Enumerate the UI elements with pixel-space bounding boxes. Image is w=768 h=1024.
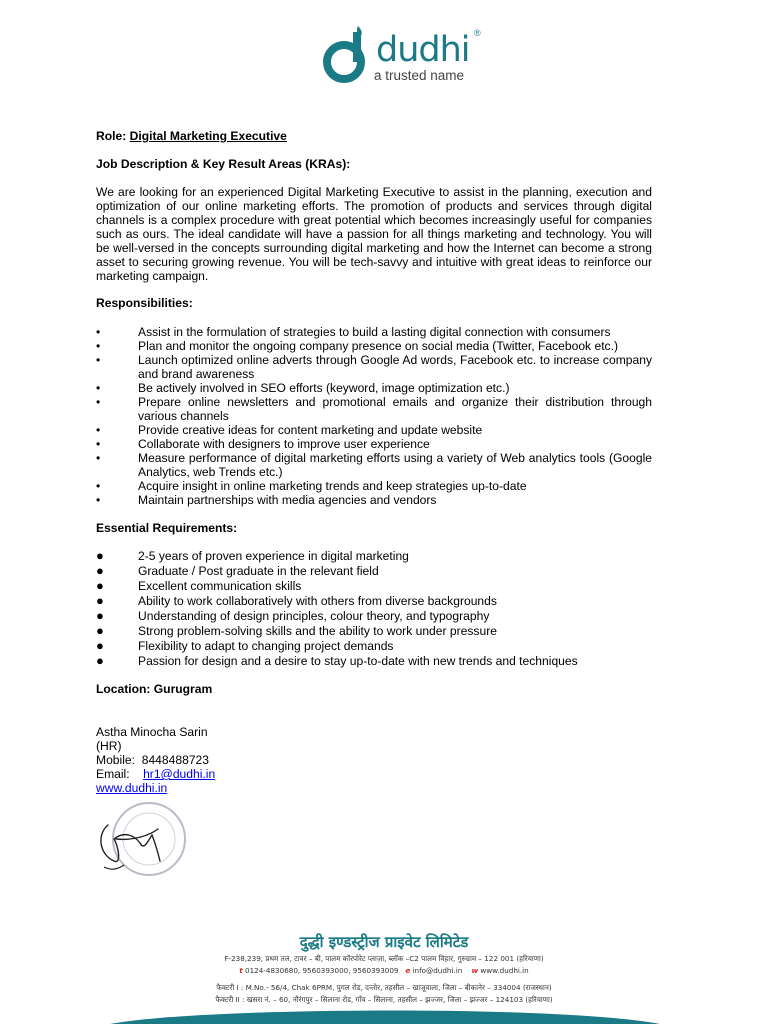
bullet: • <box>96 325 101 339</box>
bullet: ● <box>96 608 104 623</box>
list-item-text: Collaborate with designers to improve user experience <box>138 437 430 451</box>
list-item-text: Passion for design and a desire to stay up-to-date with new trends and techniques <box>138 654 578 668</box>
list-item <box>96 381 652 395</box>
signature-stamp-icon <box>94 795 188 881</box>
bullet: • <box>96 493 101 507</box>
role-title: Digital Marketing Executive <box>129 129 287 143</box>
list-item <box>96 353 652 381</box>
contact-website <box>96 781 215 795</box>
list-item <box>96 423 652 437</box>
email-mark: e <box>405 966 411 975</box>
bullet: ● <box>96 653 104 668</box>
bullet: • <box>96 479 101 493</box>
footer-web: www.dudhi.in <box>480 966 529 975</box>
bullet: ● <box>96 548 104 563</box>
list-item-text: 2-5 years of proven experience in digital marketing <box>138 549 409 563</box>
email-label: Email: <box>96 767 130 781</box>
mobile-number: 8448488723 <box>141 753 209 767</box>
bullet: ● <box>96 578 104 593</box>
bullet: • <box>96 381 101 395</box>
bullet: ● <box>96 638 104 653</box>
intro-paragraph: We are looking for an experienced Digital Marketing Executive to assist in the planning, execution and optimization of our online marketing efforts. The promotion of products and services through digital channels is a complex procedure with great potential which becomes increasingly useful for companies such as ours. The ideal candidate will have a passion for all things marketing and technology. You will be well-versed in the concepts surrounding digital marketing and how the Internet can become a strong asset to securing growing revenue. You will be tech-savvy and intuitive with great ideas to reinforce our marketing campaign. <box>96 185 652 283</box>
footer-phones: 0124-4830680, 9560393000, 9560393009 <box>245 966 399 975</box>
list-item-text: Measure performance of digital marketing efforts using a variety of Web analytics tools (Google Analytics, web Trends etc.) <box>138 451 652 479</box>
location-heading: Location: Gurugram <box>96 682 213 696</box>
list-item <box>96 325 652 339</box>
phone-mark: t <box>239 966 243 975</box>
footer-wave-decoration <box>0 1005 768 1024</box>
footer-factory-1: फैक्टरी I : M.No.- 56/4, Chak 6PRM, पुगल रोड, दन्तोर, तहसील – खाजूवाला, जिला – बीकानेर – 334004 (राजस्थान) <box>216 983 552 992</box>
list-item-text: Prepare online newsletters and promotional emails and organize their distribution through various channels <box>138 395 652 423</box>
bullet: • <box>96 395 101 409</box>
dudhi-logo-mark-icon <box>322 24 370 84</box>
contact-email <box>96 767 215 781</box>
registered-mark: ® <box>474 28 481 38</box>
contact-mobile <box>96 753 215 767</box>
requirements-heading: Essential Requirements: <box>96 521 238 535</box>
company-logo <box>322 18 492 88</box>
footer-contact-line <box>0 966 768 975</box>
list-item <box>96 639 652 653</box>
job-description-heading: Job Description & Key Result Areas (KRAs): <box>96 157 351 171</box>
list-item <box>96 624 652 638</box>
list-item <box>96 564 652 578</box>
list-item-text: Provide creative ideas for content marketing and update website <box>138 423 483 437</box>
responsibilities-heading: Responsibilities: <box>96 296 193 310</box>
bullet: • <box>96 451 101 465</box>
list-item <box>96 549 652 563</box>
web-mark: w <box>471 966 479 975</box>
list-item-text: Strong problem-solving skills and the ability to work under pressure <box>138 624 497 638</box>
list-item-text: Acquire insight in online marketing trends and keep strategies up-to-date <box>138 479 527 493</box>
list-item-text: Excellent communication skills <box>138 579 302 593</box>
footer-address: F-238,239, प्रथम तल, टावर – बी, पालम कॉरपोरेट प्लाज़ा, ब्लॉक –C2 पालम विहार, गुरुग्राम – 122 001 (हरियाणा) <box>224 954 544 963</box>
list-item-text: Ability to work collaboratively with others from diverse backgrounds <box>138 594 497 608</box>
footer-company-name: दुद्धी इण्डस्ट्रीज प्राइवेट लिमिटेड <box>299 933 469 951</box>
contact-department: (HR) <box>96 739 122 753</box>
list-item-text: Maintain partnerships with media agencies and vendors <box>138 493 437 507</box>
list-item <box>96 609 652 623</box>
bullet: • <box>96 339 101 353</box>
bullet: • <box>96 353 101 367</box>
bullet: ● <box>96 593 104 608</box>
requirements-list <box>96 549 652 669</box>
list-item <box>96 654 652 668</box>
list-item-text: Flexibility to adapt to changing project demands <box>138 639 394 653</box>
footer-email: info@dudhi.in <box>412 966 463 975</box>
mobile-label: Mobile: <box>96 753 135 767</box>
list-item <box>96 579 652 593</box>
list-item <box>96 339 652 353</box>
bullet: ● <box>96 623 104 638</box>
contact-name: Astha Minocha Sarin <box>96 725 208 739</box>
role-line <box>96 129 652 143</box>
list-item-text: Plan and monitor the ongoing company presence on social media (Twitter, Facebook etc.) <box>138 339 618 353</box>
role-label: Role: <box>96 129 127 143</box>
list-item <box>96 437 652 451</box>
bullet: ● <box>96 563 104 578</box>
contact-block <box>96 725 215 795</box>
list-item <box>96 479 652 493</box>
list-item-text: Understanding of design principles, colour theory, and typography <box>138 609 490 623</box>
email-link[interactable]: hr1@dudhi.in <box>143 767 216 781</box>
brand-tagline: a trusted name <box>374 68 465 83</box>
bullet: • <box>96 423 101 437</box>
list-item-text: Launch optimized online adverts through Google Ad words, Facebook etc. to increase company and brand awareness <box>138 353 652 381</box>
list-item <box>96 594 652 608</box>
bullet: • <box>96 437 101 451</box>
list-item-text: Be actively involved in SEO efforts (keyword, image optimization etc.) <box>138 381 510 395</box>
website-link[interactable]: www.dudhi.in <box>96 781 168 795</box>
list-item-text: Assist in the formulation of strategies to build a lasting digital connection with consumers <box>138 325 611 339</box>
list-item <box>96 493 652 507</box>
brand-name: dudhi <box>376 30 470 70</box>
list-item <box>96 395 652 423</box>
responsibilities-list <box>96 325 652 507</box>
list-item <box>96 451 652 479</box>
footer-factory-2: फैक्टरी II : खसरा नं. – 60, नौरंगपुर – सिलाना रोड, गाँव – सिलाना, तहसील – झज्जर, जिला – झज्जर – 124103 (हरियाणा) <box>215 995 553 1004</box>
list-item-text: Graduate / Post graduate in the relevant field <box>138 564 379 578</box>
